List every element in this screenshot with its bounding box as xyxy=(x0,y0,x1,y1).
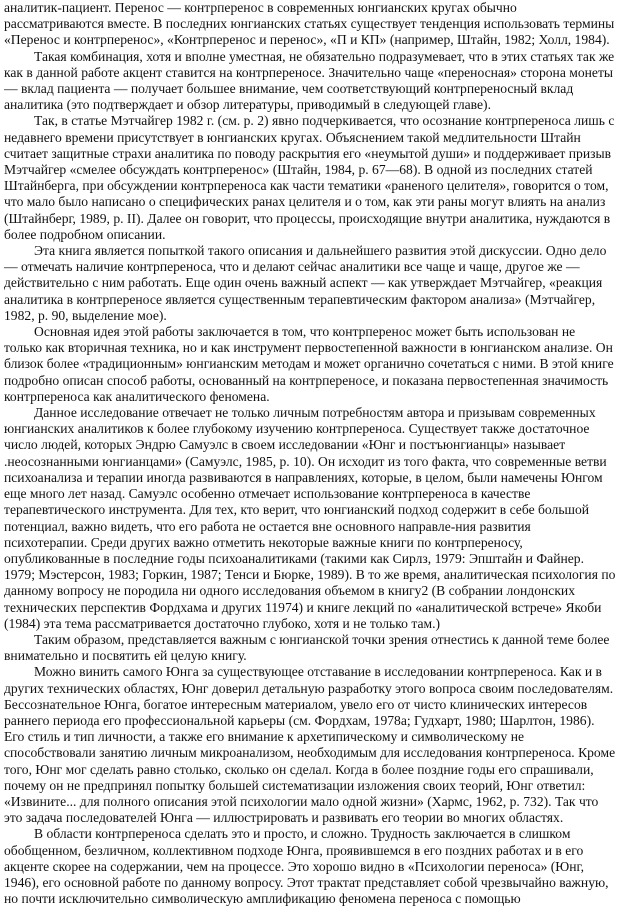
paragraph: Так, в статье Мэтчайгер 1982 г. (см. р. 2) явно подчеркивается, что осознание контрпереноса лишь с недавнего времени присутствует в юнгианских кругах. Объяснением такой медлительности Штайн считает защитные страхи аналитика по поводу раскрытия его «неумытой души» и поддерживает призыв Мэтчайгер «смелее обсуждать контрперенос» (Штайн, 1984, р. 67—68). В одной из последних статей Штайнберга, при обсуждении контрпереноса как части тематики «раненого целителя», говорится о том, что мало было написано о специфических ранах целителя и о том, как эти раны могут влиять на анализ (Штайнберг, 1989, р. II). Далее он говорит, что процессы, происходящие внутри аналитика, нуждаются в более подробном описании. xyxy=(4,113,615,242)
paragraph: В области контрпереноса сделать это и просто, и сложно. Трудность заключается в слишком обобщенном, безличном, коллективном подходе Юнга, проявившемся в его поздних работах и в его акценте скорее на содержании, чем на процессе. Это хорошо видно в «Психологии переноса» (Юнг, 1946), его основной работе по данному вопросу. Этот трактат представляет собой чрезвычайно важную, но почти исключительно символическую амплификацию феномена переноса с помощью xyxy=(4,826,609,907)
paragraph: Данное исследование отвечает не только личным потребностям автора и призывам современных юнгианских аналитиков к более глубокому изучению контрпереноса. Существует также достаточное число людей, которых Эндрю Самуэлс в своем исследовании «Юнг и постъюнгианцы» называет .неосознанными юнгианцами» (Самуэлс, 1985, р. 10). Он исходит из того факта, что современные ветви психоанализа и терапии иногда развиваются в направлениях, которые, в целом, были намечены Юнгом еще много лет назад. Самуэлс особенно отмечает использование контрпереноса в качестве терапевтического инструмента. Для тех, кто верит, что юнгианский подход содержит в себе большой потенциал, важно видеть, что его работа не остается вне основного направле-ния развития психотерапии. Среди других важно отметить некоторые важные книги по контрпереносу, опубликованные в последние годы психоаналитиками (такими как Сирлз, 1979: Эпштайн и Файнер. 1979; Мэстерсон, 1983; Горкин, 1987; Тенси и Бюрке, 1989). В то же время, аналитическая психология по данному вопросу не породила ни одного исследования объемом в книгу2 (В собрании лондонских технических перспектив Фордхама и других 11974) и книге лекций по «аналитической встрече» Якоби (1984) эта тема рассматривается достаточно глубоко, хотя и не только там.) xyxy=(4,405,616,631)
paragraph: аналитик-пациент. Перенос — контрперенос в современных юнгианских кругах обычно рассматриваются вместе. В последних юнгианских статьях существует тенденция использовать термины «Перенос и контрперенос», «Контрперенос и перенос», «П и КП» (например, Штайн, 1982; Холл, 1984). xyxy=(4,0,615,48)
paragraph: Эта книга является попыткой такого описания и дальнейшего развития этой дискуссии. Одно дело — отмечать наличие контрпереноса, что и делают сейчас аналитики все чаще и чаще, другое же — действительно с ним работать. Еще один очень важный аспект — как утверждает Мэтчайгер, «реакция аналитика в контрпереносе является существенным терапевтическим фактором анализа» (Мэтчайгер, 1982, р. 90, выделение мое). xyxy=(4,243,607,323)
paragraph: Можно винить самого Юнга за существующее отставание в исследовании контрпереноса. Как и в других технических областях, Юнг доверил детальную разработку этого вопроса своим последователям. Бессознательное Юнга, богатое интересным материалом, увело его от чисто клинических интересов раннего периода его профессиональной карьеры (см. Фордхам, 1978а; Гудхарт, 1980; Шарлтон, 1986). Его стиль и тип личности, а также его внимание к архетипическому и символическому не способствовали занятию личным микроанализом, необходимым для исследования контрпереноса. Кроме того, Юнг мог сделать равно столько, сколько он сделал. Когда в более поздние годы его спрашивали, почему он не предпринял попытку большей систематизации изложения своих теорий, Юнг ответил: «Извините... для полного описания этой психологии мало одной жизни» (Хармс, 1962, р. 732). Так что это задача последователей Юнга — иллюстрировать и развивать его теории во многих областях. xyxy=(4,664,616,826)
paragraph: Таким образом, представляется важным с юнгианской точки зрения отнестись к данной теме более внимательно и посвятить ей целую книгу. xyxy=(4,631,610,664)
paragraph: Основная идея этой работы заключается в том, что контрперенос может быть использован не только как вторичная техника, но и как инструмент первостепенной важности в юнгианском анализе. Он близок более «традиционным» юнгианским методам и может органично сочетаться с ними. В этой книге подробно описан способ работы, основанный на контрпереносе, и показана первостепенная значимость контрпереноса как аналитического феномена. xyxy=(4,324,614,404)
paragraph: Такая комбинация, хотя и вполне уместная, не обязательно подразумевает, что в этих статьях так же как в данной работе акцент ставится на контрпереносе. Значительно чаще «переносная» сторона монеты — вклад пациента — получает большее внимание, чем соответствующий контрпереносный вклад аналитика (это подтверждает и обзор литературы, приводимый в следующей главе). xyxy=(4,48,615,113)
